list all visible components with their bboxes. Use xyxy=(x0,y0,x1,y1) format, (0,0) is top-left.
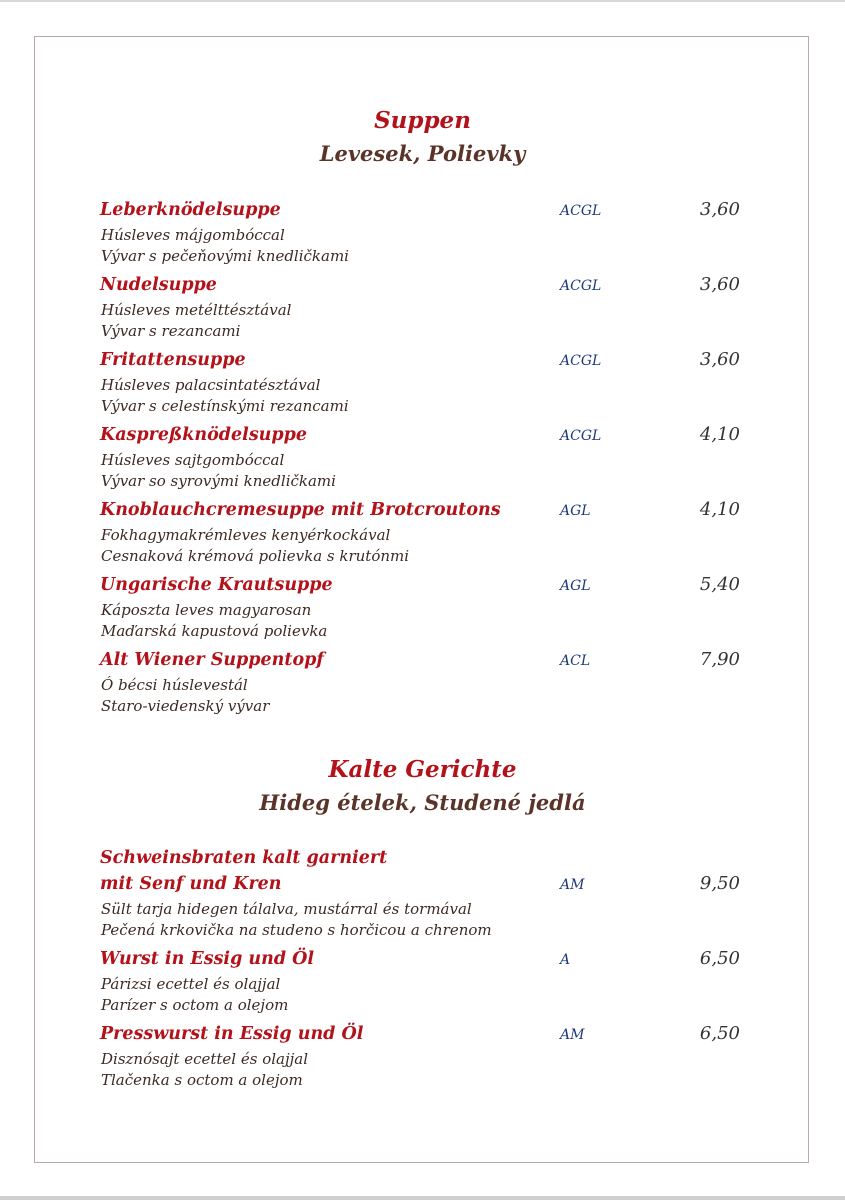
item-desc-hungarian: Sült tarja hidegen tálalva, mustárral és tormával xyxy=(101,900,472,918)
item-desc-hungarian: Húsleves májgombóccal xyxy=(101,226,285,244)
item-name: Nudelsuppe xyxy=(100,275,217,295)
menu-item xyxy=(0,846,845,946)
item-name: Ungarische Krautsuppe xyxy=(100,575,333,595)
menu-item xyxy=(0,348,845,418)
menu-item xyxy=(0,273,845,343)
section-title-suppen: Suppen xyxy=(374,107,471,134)
menu-item xyxy=(0,423,845,493)
item-price: 3,60 xyxy=(699,274,740,295)
section-subtitle-kalte-gerichte: Hideg ételek, Studené jedlá xyxy=(259,790,586,815)
item-name: Knoblauchcremesuppe mit Brotcroutons xyxy=(100,500,501,520)
allergen-codes: AGL xyxy=(560,503,591,519)
section-subtitle-suppen: Levesek, Polievky xyxy=(319,141,526,166)
item-name: Leberknödelsuppe xyxy=(100,200,281,220)
allergen-codes: ACGL xyxy=(560,278,602,294)
allergen-codes: AGL xyxy=(560,578,591,594)
item-desc-slovak: Cesnaková krémová polievka s krutónmi xyxy=(101,547,410,565)
top-divider xyxy=(0,0,845,2)
item-desc-slovak: Vývar s pečeňovými knedličkami xyxy=(101,247,349,265)
allergen-codes: A xyxy=(560,952,571,968)
item-price: 6,50 xyxy=(699,948,740,969)
item-name: Kaspreßknödelsuppe xyxy=(100,425,308,445)
section-title-kalte-gerichte: Kalte Gerichte xyxy=(328,756,517,783)
item-desc-hungarian: Húsleves palacsintatésztával xyxy=(101,376,321,394)
item-desc-hungarian: Disznósajt ecettel és olajjal xyxy=(101,1050,309,1068)
item-name: Fritattensuppe xyxy=(100,350,246,370)
menu-item xyxy=(0,648,845,718)
item-name-continued: mit Senf und Kren xyxy=(100,874,282,894)
item-price: 4,10 xyxy=(699,499,740,520)
menu-item xyxy=(0,1022,845,1092)
item-desc-slovak: Pečená krkovička na studeno s horčicou a chrenom xyxy=(101,921,492,939)
item-price: 5,40 xyxy=(699,574,740,595)
item-desc-hungarian: Húsleves metélttésztával xyxy=(101,301,292,319)
item-desc-slovak: Tlačenka s octom a olejom xyxy=(101,1071,303,1089)
menu-item xyxy=(0,198,845,268)
bottom-divider xyxy=(0,1196,845,1200)
item-desc-slovak: Vývar s rezancami xyxy=(101,322,241,340)
allergen-codes: ACGL xyxy=(560,428,602,444)
allergen-codes: ACGL xyxy=(560,353,602,369)
allergen-codes: ACL xyxy=(560,653,591,669)
item-desc-hungarian: Fokhagymakrémleves kenyérkockával xyxy=(101,526,391,544)
item-price: 6,50 xyxy=(699,1023,740,1044)
item-price: 3,60 xyxy=(699,199,740,220)
allergen-codes: ACGL xyxy=(560,203,602,219)
menu-item xyxy=(0,947,845,1017)
item-desc-slovak: Vývar so syrovými knedličkami xyxy=(101,472,336,490)
item-desc-hungarian: Húsleves sajtgombóccal xyxy=(101,451,285,469)
item-name: Schweinsbraten kalt garniert xyxy=(100,848,388,868)
item-desc-slovak: Maďarská kapustová polievka xyxy=(101,622,328,640)
item-price: 9,50 xyxy=(699,873,740,894)
item-desc-slovak: Parízer s octom a olejom xyxy=(101,996,289,1014)
item-price: 3,60 xyxy=(699,349,740,370)
item-name: Presswurst in Essig und Öl xyxy=(100,1024,364,1044)
allergen-codes: AM xyxy=(560,1027,585,1043)
allergen-codes: AM xyxy=(560,877,585,893)
menu-item xyxy=(0,573,845,643)
item-name: Alt Wiener Suppentopf xyxy=(100,650,324,670)
item-desc-slovak: Vývar s celestínskými rezancami xyxy=(101,397,349,415)
item-desc-hungarian: Káposzta leves magyarosan xyxy=(101,601,312,619)
menu-item xyxy=(0,498,845,568)
item-desc-hungarian: Párizsi ecettel és olajjal xyxy=(101,975,281,993)
item-price: 4,10 xyxy=(699,424,740,445)
item-desc-hungarian: Ó bécsi húslevestál xyxy=(101,676,248,694)
item-name: Wurst in Essig und Öl xyxy=(100,949,315,969)
item-price: 7,90 xyxy=(699,649,740,670)
item-desc-slovak: Staro-viedenský vývar xyxy=(101,697,270,715)
